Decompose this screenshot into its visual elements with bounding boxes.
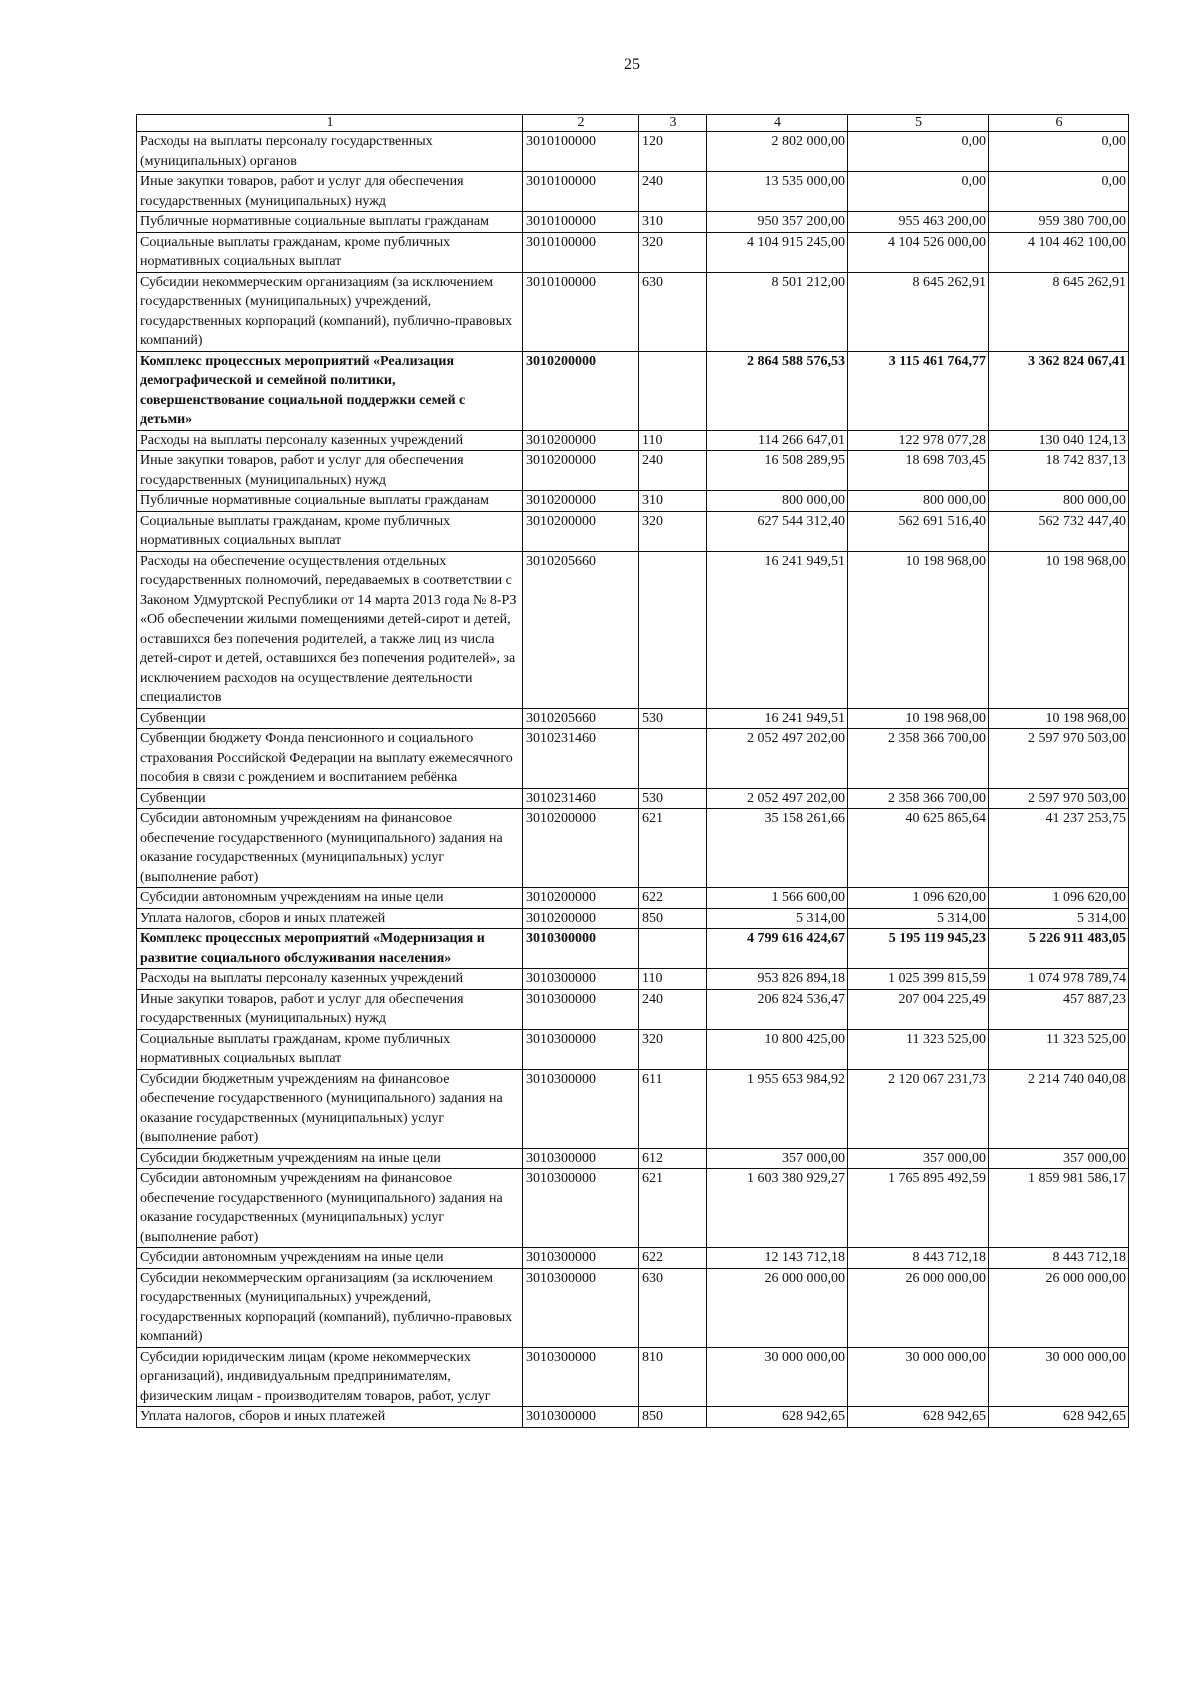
expense-type-code bbox=[639, 929, 707, 969]
amount-col-6: 800 000,00 bbox=[989, 491, 1129, 512]
amount-col-6: 8 443 712,18 bbox=[989, 1248, 1129, 1269]
target-article-code: 3010300000 bbox=[523, 1169, 639, 1248]
section-row bbox=[137, 351, 1129, 430]
amount-col-4: 950 357 200,00 bbox=[707, 212, 848, 233]
table-row bbox=[137, 272, 1129, 351]
amount-col-4: 35 158 261,66 bbox=[707, 809, 848, 888]
target-article-code: 3010300000 bbox=[523, 1248, 639, 1269]
amount-col-5: 5 195 119 945,23 bbox=[848, 929, 989, 969]
expense-type-code: 612 bbox=[639, 1148, 707, 1169]
expense-type-code: 611 bbox=[639, 1069, 707, 1148]
expense-type-code: 810 bbox=[639, 1347, 707, 1407]
amount-col-6: 26 000 000,00 bbox=[989, 1268, 1129, 1347]
target-article-code: 3010300000 bbox=[523, 1148, 639, 1169]
amount-col-5: 0,00 bbox=[848, 172, 989, 212]
row-description: Публичные нормативные социальные выплаты гражданам bbox=[137, 212, 523, 233]
amount-col-5: 1 025 399 815,59 bbox=[848, 969, 989, 990]
table-body bbox=[137, 132, 1129, 1428]
table-row bbox=[137, 1029, 1129, 1069]
amount-col-5: 10 198 968,00 bbox=[848, 551, 989, 708]
amount-col-6: 1 074 978 789,74 bbox=[989, 969, 1129, 990]
row-description: Субсидии автономным учреждениям на иные цели bbox=[137, 1248, 523, 1269]
amount-col-5: 5 314,00 bbox=[848, 908, 989, 929]
row-description: Иные закупки товаров, работ и услуг для обеспечения государственных (муниципальных) нужд bbox=[137, 451, 523, 491]
amount-col-5: 40 625 865,64 bbox=[848, 809, 989, 888]
amount-col-4: 5 314,00 bbox=[707, 908, 848, 929]
table-row bbox=[137, 1268, 1129, 1347]
row-description: Субсидии бюджетным учреждениям на иные цели bbox=[137, 1148, 523, 1169]
amount-col-4: 13 535 000,00 bbox=[707, 172, 848, 212]
amount-col-4: 1 955 653 984,92 bbox=[707, 1069, 848, 1148]
amount-col-4: 953 826 894,18 bbox=[707, 969, 848, 990]
amount-col-4: 2 052 497 202,00 bbox=[707, 729, 848, 789]
amount-col-5: 1 765 895 492,59 bbox=[848, 1169, 989, 1248]
target-article-code: 3010100000 bbox=[523, 212, 639, 233]
amount-col-6: 959 380 700,00 bbox=[989, 212, 1129, 233]
target-article-code: 3010300000 bbox=[523, 1347, 639, 1407]
amount-col-4: 4 799 616 424,67 bbox=[707, 929, 848, 969]
row-description: Социальные выплаты гражданам, кроме публичных нормативных социальных выплат bbox=[137, 232, 523, 272]
table-row bbox=[137, 1169, 1129, 1248]
amount-col-6: 628 942,65 bbox=[989, 1407, 1129, 1428]
page-number: 25 bbox=[624, 56, 640, 73]
row-description: Публичные нормативные социальные выплаты гражданам bbox=[137, 491, 523, 512]
amount-col-6: 562 732 447,40 bbox=[989, 511, 1129, 551]
amount-col-6: 11 323 525,00 bbox=[989, 1029, 1129, 1069]
column-header: 3 bbox=[639, 115, 707, 132]
target-article-code: 3010300000 bbox=[523, 989, 639, 1029]
amount-col-5: 8 443 712,18 bbox=[848, 1248, 989, 1269]
table-row bbox=[137, 1347, 1129, 1407]
expense-type-code bbox=[639, 551, 707, 708]
table-row bbox=[137, 212, 1129, 233]
amount-col-4: 4 104 915 245,00 bbox=[707, 232, 848, 272]
expense-type-code: 630 bbox=[639, 1268, 707, 1347]
amount-col-6: 3 362 824 067,41 bbox=[989, 351, 1129, 430]
amount-col-4: 2 052 497 202,00 bbox=[707, 788, 848, 809]
amount-col-6: 1 859 981 586,17 bbox=[989, 1169, 1129, 1248]
amount-col-6: 5 314,00 bbox=[989, 908, 1129, 929]
amount-col-5: 10 198 968,00 bbox=[848, 708, 989, 729]
row-description: Иные закупки товаров, работ и услуг для обеспечения государственных (муниципальных) нужд bbox=[137, 989, 523, 1029]
amount-col-4: 2 864 588 576,53 bbox=[707, 351, 848, 430]
target-article-code: 3010300000 bbox=[523, 929, 639, 969]
row-description: Социальные выплаты гражданам, кроме публичных нормативных социальных выплат bbox=[137, 511, 523, 551]
target-article-code: 3010300000 bbox=[523, 1407, 639, 1428]
expense-type-code: 530 bbox=[639, 788, 707, 809]
amount-col-6: 357 000,00 bbox=[989, 1148, 1129, 1169]
table-row bbox=[137, 908, 1129, 929]
expense-type-code: 110 bbox=[639, 969, 707, 990]
row-description: Уплата налогов, сборов и иных платежей bbox=[137, 1407, 523, 1428]
section-row bbox=[137, 929, 1129, 969]
amount-col-4: 800 000,00 bbox=[707, 491, 848, 512]
amount-col-6: 41 237 253,75 bbox=[989, 809, 1129, 888]
amount-col-5: 2 358 366 700,00 bbox=[848, 788, 989, 809]
target-article-code: 3010200000 bbox=[523, 491, 639, 512]
row-description: Социальные выплаты гражданам, кроме публичных нормативных социальных выплат bbox=[137, 1029, 523, 1069]
table-row bbox=[137, 888, 1129, 909]
amount-col-6: 10 198 968,00 bbox=[989, 551, 1129, 708]
amount-col-5: 800 000,00 bbox=[848, 491, 989, 512]
amount-col-5: 0,00 bbox=[848, 132, 989, 172]
amount-col-6: 457 887,23 bbox=[989, 989, 1129, 1029]
expense-type-code: 630 bbox=[639, 272, 707, 351]
target-article-code: 3010100000 bbox=[523, 132, 639, 172]
amount-col-6: 10 198 968,00 bbox=[989, 708, 1129, 729]
amount-col-4: 16 508 289,95 bbox=[707, 451, 848, 491]
column-header: 2 bbox=[523, 115, 639, 132]
amount-col-4: 628 942,65 bbox=[707, 1407, 848, 1428]
expense-type-code: 240 bbox=[639, 989, 707, 1029]
amount-col-6: 0,00 bbox=[989, 132, 1129, 172]
amount-col-6: 18 742 837,13 bbox=[989, 451, 1129, 491]
amount-col-5: 955 463 200,00 bbox=[848, 212, 989, 233]
row-description: Расходы на выплаты персоналу казенных учреждений bbox=[137, 430, 523, 451]
column-header: 5 bbox=[848, 115, 989, 132]
amount-col-6: 8 645 262,91 bbox=[989, 272, 1129, 351]
amount-col-6: 1 096 620,00 bbox=[989, 888, 1129, 909]
row-description: Субсидии некоммерческим организациям (за исключением государственных (муниципальных) учреждений, государственных корпораций (компаний), публично-правовых компаний) bbox=[137, 272, 523, 351]
row-description: Субсидии автономным учреждениям на финансовое обеспечение государственного (муниципального) задания на оказание государственных (муниципальных) услуг (выполнение работ) bbox=[137, 1169, 523, 1248]
row-description: Иные закупки товаров, работ и услуг для обеспечения государственных (муниципальных) нужд bbox=[137, 172, 523, 212]
table-row bbox=[137, 430, 1129, 451]
row-description: Расходы на выплаты персоналу государственных (муниципальных) органов bbox=[137, 132, 523, 172]
amount-col-6: 30 000 000,00 bbox=[989, 1347, 1129, 1407]
amount-col-5: 357 000,00 bbox=[848, 1148, 989, 1169]
target-article-code: 3010231460 bbox=[523, 788, 639, 809]
amount-col-5: 1 096 620,00 bbox=[848, 888, 989, 909]
target-article-code: 3010200000 bbox=[523, 908, 639, 929]
target-article-code: 3010100000 bbox=[523, 172, 639, 212]
expense-type-code: 240 bbox=[639, 451, 707, 491]
amount-col-4: 1 566 600,00 bbox=[707, 888, 848, 909]
table-row bbox=[137, 132, 1129, 172]
amount-col-5: 4 104 526 000,00 bbox=[848, 232, 989, 272]
amount-col-4: 627 544 312,40 bbox=[707, 511, 848, 551]
target-article-code: 3010200000 bbox=[523, 351, 639, 430]
target-article-code: 3010100000 bbox=[523, 272, 639, 351]
budget-table bbox=[136, 114, 1129, 1428]
amount-col-5: 2 120 067 231,73 bbox=[848, 1069, 989, 1148]
expense-type-code: 622 bbox=[639, 1248, 707, 1269]
table-row bbox=[137, 969, 1129, 990]
table-row bbox=[137, 1069, 1129, 1148]
amount-col-6: 0,00 bbox=[989, 172, 1129, 212]
amount-col-4: 16 241 949,51 bbox=[707, 708, 848, 729]
row-description: Субсидии некоммерческим организациям (за исключением государственных (муниципальных) учреждений, государственных корпораций (компаний), публично-правовых компаний) bbox=[137, 1268, 523, 1347]
row-description: Расходы на выплаты персоналу казенных учреждений bbox=[137, 969, 523, 990]
table-row bbox=[137, 1407, 1129, 1428]
amount-col-5: 207 004 225,49 bbox=[848, 989, 989, 1029]
amount-col-5: 122 978 077,28 bbox=[848, 430, 989, 451]
amount-col-4: 2 802 000,00 bbox=[707, 132, 848, 172]
amount-col-4: 357 000,00 bbox=[707, 1148, 848, 1169]
target-article-code: 3010205660 bbox=[523, 708, 639, 729]
target-article-code: 3010231460 bbox=[523, 729, 639, 789]
amount-col-4: 16 241 949,51 bbox=[707, 551, 848, 708]
amount-col-5: 18 698 703,45 bbox=[848, 451, 989, 491]
table-header-row bbox=[137, 115, 1129, 132]
expense-type-code: 622 bbox=[639, 888, 707, 909]
table-row bbox=[137, 511, 1129, 551]
table-row bbox=[137, 708, 1129, 729]
expense-type-code bbox=[639, 729, 707, 789]
expense-type-code: 530 bbox=[639, 708, 707, 729]
target-article-code: 3010205660 bbox=[523, 551, 639, 708]
expense-type-code: 110 bbox=[639, 430, 707, 451]
expense-type-code: 240 bbox=[639, 172, 707, 212]
row-description: Расходы на обеспечение осуществления отдельных государственных полномочий, передаваемых в соответствии с Законом Удмуртской Республики от 14 марта 2013 года № 8-РЗ «Об обеспечении жилыми помещениями детей-сирот и детей, оставшихся без попечения родителей, а также лиц из числа детей-сирот и детей, оставшихся без попечения родителей», за исключением расходов на осуществление деятельности специалистов bbox=[137, 551, 523, 708]
table-row bbox=[137, 172, 1129, 212]
amount-col-4: 114 266 647,01 bbox=[707, 430, 848, 451]
expense-type-code: 320 bbox=[639, 232, 707, 272]
target-article-code: 3010200000 bbox=[523, 888, 639, 909]
row-description: Субсидии автономным учреждениям на иные цели bbox=[137, 888, 523, 909]
table-row bbox=[137, 451, 1129, 491]
table-row bbox=[137, 491, 1129, 512]
amount-col-5: 2 358 366 700,00 bbox=[848, 729, 989, 789]
amount-col-5: 562 691 516,40 bbox=[848, 511, 989, 551]
amount-col-5: 30 000 000,00 bbox=[848, 1347, 989, 1407]
table-row bbox=[137, 1248, 1129, 1269]
row-description: Субсидии юридическим лицам (кроме некоммерческих организаций), индивидуальным предпринимателям, физическим лицам - производителям товаров, работ, услуг bbox=[137, 1347, 523, 1407]
expense-type-code: 310 bbox=[639, 491, 707, 512]
amount-col-4: 206 824 536,47 bbox=[707, 989, 848, 1029]
target-article-code: 3010100000 bbox=[523, 232, 639, 272]
amount-col-5: 11 323 525,00 bbox=[848, 1029, 989, 1069]
amount-col-6: 2 597 970 503,00 bbox=[989, 788, 1129, 809]
column-header: 6 bbox=[989, 115, 1129, 132]
expense-type-code: 120 bbox=[639, 132, 707, 172]
expense-type-code bbox=[639, 351, 707, 430]
row-description: Комплекс процессных мероприятий «Реализация демографической и семейной политики, совершенствование социальной поддержки семей с детьми» bbox=[137, 351, 523, 430]
row-description: Субсидии автономным учреждениям на финансовое обеспечение государственного (муниципального) задания на оказание государственных (муниципальных) услуг (выполнение работ) bbox=[137, 809, 523, 888]
amount-col-5: 3 115 461 764,77 bbox=[848, 351, 989, 430]
table-row bbox=[137, 729, 1129, 789]
expense-type-code: 320 bbox=[639, 1029, 707, 1069]
table-row bbox=[137, 551, 1129, 708]
row-description: Субвенции bbox=[137, 788, 523, 809]
expense-type-code: 621 bbox=[639, 809, 707, 888]
target-article-code: 3010200000 bbox=[523, 809, 639, 888]
amount-col-6: 4 104 462 100,00 bbox=[989, 232, 1129, 272]
amount-col-4: 10 800 425,00 bbox=[707, 1029, 848, 1069]
expense-type-code: 850 bbox=[639, 1407, 707, 1428]
target-article-code: 3010300000 bbox=[523, 1069, 639, 1148]
row-description: Уплата налогов, сборов и иных платежей bbox=[137, 908, 523, 929]
table-row bbox=[137, 232, 1129, 272]
row-description: Субвенции bbox=[137, 708, 523, 729]
amount-col-6: 2 214 740 040,08 bbox=[989, 1069, 1129, 1148]
amount-col-4: 30 000 000,00 bbox=[707, 1347, 848, 1407]
target-article-code: 3010200000 bbox=[523, 451, 639, 491]
expense-type-code: 621 bbox=[639, 1169, 707, 1248]
amount-col-6: 130 040 124,13 bbox=[989, 430, 1129, 451]
amount-col-5: 26 000 000,00 bbox=[848, 1268, 989, 1347]
table-row bbox=[137, 788, 1129, 809]
table-row bbox=[137, 989, 1129, 1029]
target-article-code: 3010200000 bbox=[523, 430, 639, 451]
row-description: Субвенции бюджету Фонда пенсионного и социального страхования Российской Федерации на выплату ежемесячного пособия в связи с рождением и воспитанием ребёнка bbox=[137, 729, 523, 789]
amount-col-4: 12 143 712,18 bbox=[707, 1248, 848, 1269]
expense-type-code: 320 bbox=[639, 511, 707, 551]
row-description: Субсидии бюджетным учреждениям на финансовое обеспечение государственного (муниципального) задания на оказание государственных (муниципальных) услуг (выполнение работ) bbox=[137, 1069, 523, 1148]
amount-col-5: 8 645 262,91 bbox=[848, 272, 989, 351]
expense-type-code: 850 bbox=[639, 908, 707, 929]
amount-col-4: 26 000 000,00 bbox=[707, 1268, 848, 1347]
column-header: 4 bbox=[707, 115, 848, 132]
expense-type-code: 310 bbox=[639, 212, 707, 233]
amount-col-6: 5 226 911 483,05 bbox=[989, 929, 1129, 969]
table-row bbox=[137, 1148, 1129, 1169]
amount-col-4: 1 603 380 929,27 bbox=[707, 1169, 848, 1248]
target-article-code: 3010300000 bbox=[523, 969, 639, 990]
target-article-code: 3010300000 bbox=[523, 1029, 639, 1069]
amount-col-5: 628 942,65 bbox=[848, 1407, 989, 1428]
amount-col-4: 8 501 212,00 bbox=[707, 272, 848, 351]
target-article-code: 3010200000 bbox=[523, 511, 639, 551]
target-article-code: 3010300000 bbox=[523, 1268, 639, 1347]
row-description: Комплекс процессных мероприятий «Модернизация и развитие социального обслуживания населения» bbox=[137, 929, 523, 969]
amount-col-6: 2 597 970 503,00 bbox=[989, 729, 1129, 789]
table-row bbox=[137, 809, 1129, 888]
column-header: 1 bbox=[137, 115, 523, 132]
